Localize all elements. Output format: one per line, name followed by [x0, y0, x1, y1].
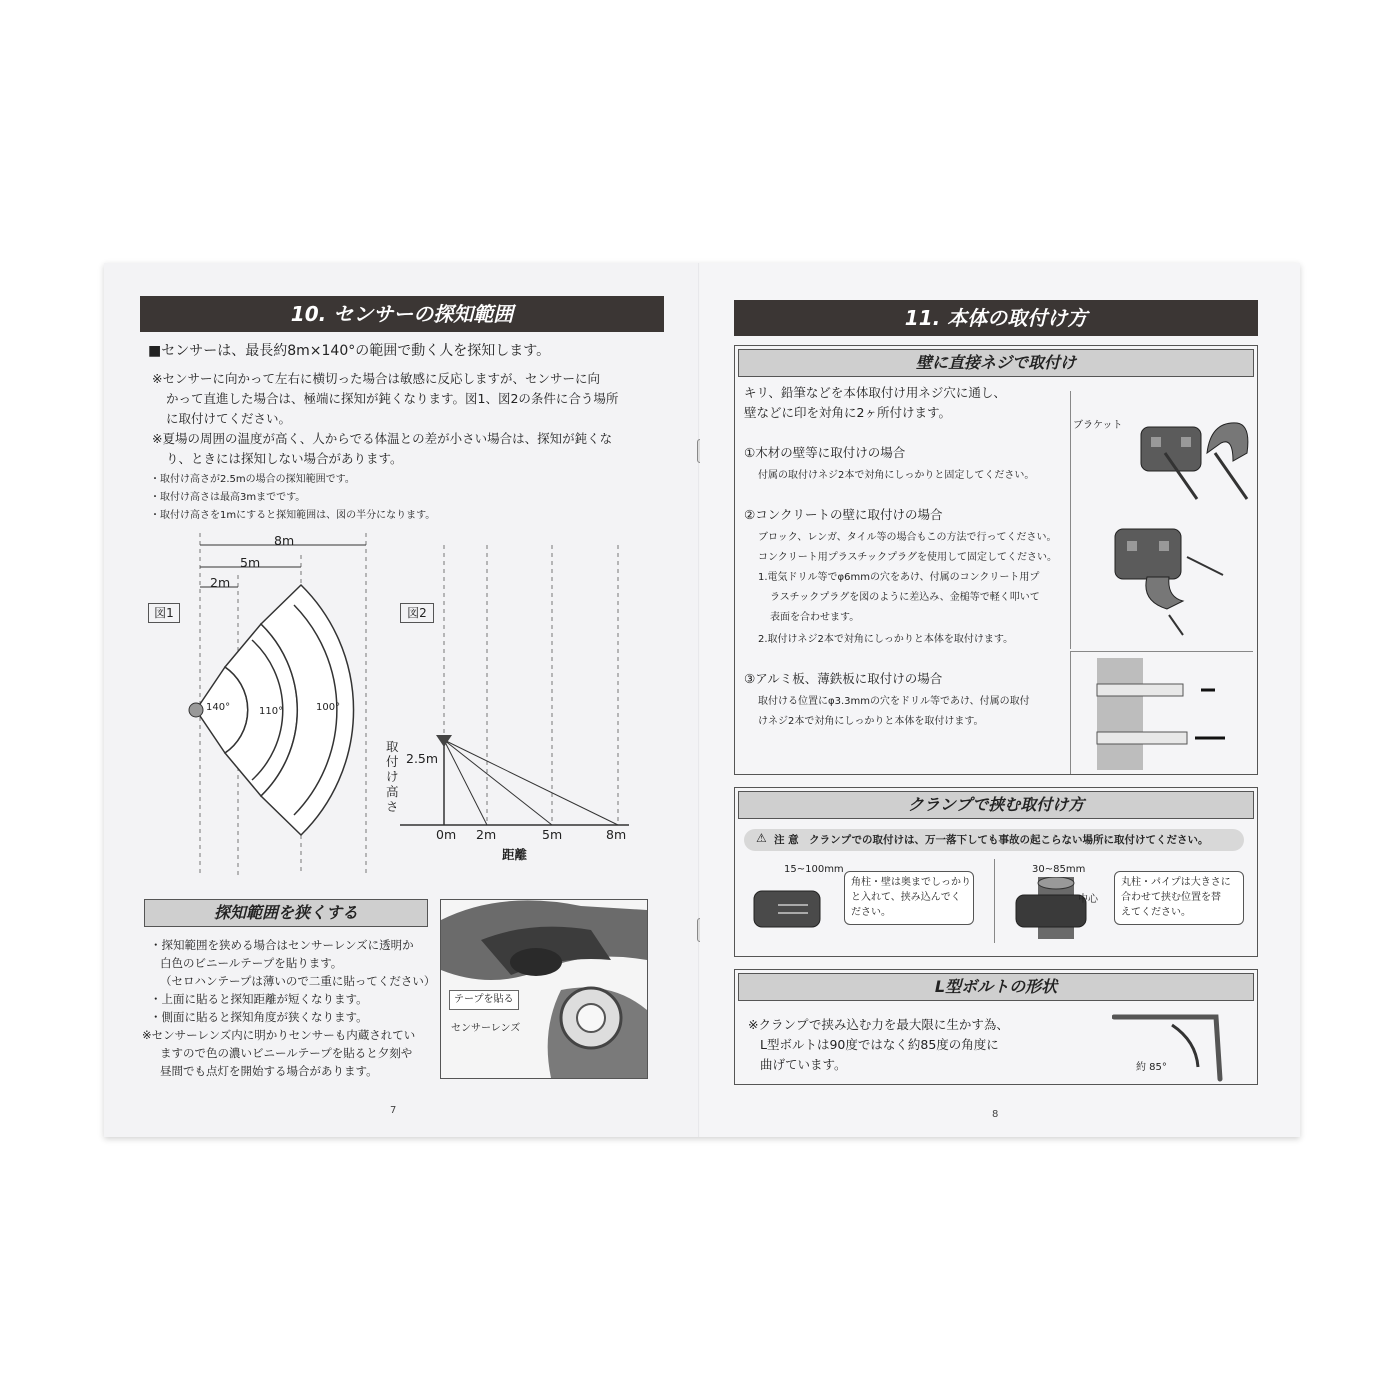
fig2-tick: 2m [476, 827, 497, 842]
fig1-label: 図1 [148, 603, 180, 623]
bullet-line: ・取付け高さが2.5mの場合の探知範囲です。 [150, 474, 355, 485]
section-11-header: 11. 本体の取付け方 [734, 300, 1258, 336]
bullet-line: ・取付け高さは最高3mまでです。 [150, 492, 306, 503]
case2-line: ラスチックプラグを図のように差込み、金槌等で軽く叩いて [770, 592, 1040, 603]
clamp-dim-right: 30~85mm [1032, 864, 1086, 875]
case2-line: ブロック、レンガ、タイル等の場合もこの方法で行ってください。 [758, 532, 1057, 543]
lbolt-icon [1112, 1011, 1232, 1085]
clamp-left-note [844, 871, 974, 925]
note-line: り、ときには探知しない場合があります。 [166, 451, 403, 466]
case3-line: 取付ける位置にφ3.3mmの穴をドリル等であけ、付属の取付 [758, 696, 1030, 707]
note-line: ※夏場の周囲の温度が高く、人からでる体温との差が小さい場合は、探知が鈍くな [152, 431, 613, 446]
case2-line: コンクリート用プラスチックプラグを使用して固定してください。 [758, 552, 1057, 563]
angle-label-110: 110° [259, 706, 284, 717]
narrow-range-title: 探知範囲を狭くする [144, 899, 428, 927]
fig2-xlabel: 距離 [502, 847, 528, 862]
bullet-line: ・取付け高さを1mにすると探知範囲は、図の半分になります。 [150, 510, 436, 521]
clamp-left-line: 角柱・壁は奥までしっかり [851, 877, 971, 888]
case1-text: 付属の取付けネジ2本で対角にしっかりと固定してください。 [758, 470, 1035, 481]
lbolt-line: L型ボルトは90度ではなく約85度の角度に [760, 1037, 999, 1052]
tape-illustration [441, 900, 647, 1078]
page-number: 7 [390, 1105, 397, 1116]
fig2-tick: 5m [542, 827, 563, 842]
sensor-range-lead: ■センサーは、最長約8m×140°の範囲で動く人を探知します。 [148, 343, 551, 359]
bracket-concrete-icon [1107, 517, 1237, 637]
lens-callout: センサーレンズ [451, 1023, 521, 1034]
fig2-label: 図2 [400, 603, 434, 623]
narrow-line: 白色のビニールテープを貼ります。 [160, 956, 343, 970]
clamp-right-line: 合わせて挟む位置を替 [1121, 892, 1221, 903]
fig2-tick: 0m [436, 827, 457, 842]
clamp-right-line: 丸柱・パイプは大きさに [1121, 877, 1231, 888]
page-number: 8 [992, 1109, 999, 1120]
bracket-illustration-area [1070, 391, 1253, 649]
clamp-square-post-icon [752, 883, 824, 935]
case2-line: 2.取付けネジ2本で対角にしっかりと本体を取付けます。 [758, 634, 1014, 645]
case2-line: 表面を合わせます。 [770, 612, 860, 623]
angle-label-100: 100° [316, 702, 341, 713]
bracket-label: ブラケット [1073, 420, 1123, 431]
wall-mount-title: 壁に直接ネジで取付け [738, 349, 1254, 377]
dim-label-5m: 5m [240, 555, 261, 570]
fig2-tick: 8m [606, 827, 627, 842]
case1-title: ①木材の壁等に取付けの場合 [744, 445, 906, 460]
bracket-wood-icon [1137, 413, 1251, 503]
note-line: ※センサーに向かって左右に横切った場合は敏感に反応しますが、センサーに向 [152, 371, 600, 386]
note-line: かって直進した場合は、極端に探知が鈍くなります。図1、図2の条件に合う場所 [166, 391, 619, 406]
clamp-dim-left: 15~100mm [784, 864, 844, 875]
case3-title: ③アルミ板、薄鉄板に取付けの場合 [744, 671, 943, 686]
narrow-line: ※センサーレンズ内に明かりセンサーも内蔵されてい [142, 1028, 416, 1042]
caution-text: 注 意 クランプでの取付けは、万一落下しても事故の起こらない場所に取付けてください。 [774, 834, 1209, 846]
angle-label-140: 140° [206, 702, 231, 713]
caution-bar [744, 829, 1244, 851]
clamp-right-line: えてください。 [1121, 907, 1191, 918]
clamp-left-line: ださい。 [851, 907, 891, 918]
fig2-sensor-icon [436, 735, 452, 747]
dim-label-8m: 8m [274, 533, 295, 548]
warning-icon: ⚠ [756, 831, 767, 845]
wall-intro: キリ、鉛筆などを本体取付け用ネジ穴に通し、 [744, 385, 1006, 400]
clamp-left-line: と入れて、挟み込んでく [851, 892, 961, 903]
case2-title: ②コンクリートの壁に取付けの場合 [744, 507, 943, 522]
narrow-line: ・上面に貼ると探知距離が短くなります。 [150, 992, 368, 1006]
note-line: に取付けてください。 [166, 411, 292, 426]
narrow-line: ・探知範囲を狭める場合はセンサーレンズに透明か [150, 938, 414, 952]
right-page [700, 263, 1300, 1137]
lbolt-title: L型ボルトの形状 [738, 973, 1254, 1001]
case2-line: 1.電気ドリル等でφ6mmの穴をあけ、付属のコンクリート用プ [758, 572, 1040, 583]
fig2-vertical-label: 取付け高さ [386, 739, 399, 814]
lbolt-line: ※クランプで挟み込む力を最大限に生かす為、 [748, 1017, 1009, 1032]
narrow-line: （セロハンテープは薄いので二重に貼ってください） [160, 974, 436, 988]
left-page [104, 263, 700, 1137]
case3-line: けネジ2本で対角にしっかりと本体を取付けます。 [758, 716, 984, 727]
tape-photo [440, 899, 648, 1079]
narrow-line: ・側面に貼ると探知角度が狭くなります。 [150, 1010, 368, 1024]
fig2-height-label: 2.5m [406, 751, 439, 766]
wall-plug-icon [1091, 658, 1241, 770]
dim-label-2m: 2m [210, 575, 231, 590]
clamp-title: クランプで挟む取付け方 [738, 791, 1254, 819]
lbolt-line: 曲げています。 [760, 1057, 847, 1072]
clamp-right-note [1114, 871, 1244, 925]
booklet [104, 263, 1300, 1137]
lbolt-angle-label: 約 85° [1136, 1062, 1167, 1073]
plug-illustration-area [1070, 651, 1253, 774]
wall-intro: 壁などに印を対角に2ヶ所付けます。 [744, 405, 951, 420]
narrow-line: 昼間でも点灯を開始する場合があります。 [160, 1064, 378, 1078]
section-10-header: 10. センサーの探知範囲 [140, 296, 664, 332]
sensor-dot [189, 703, 203, 717]
clamp-center-label: 中心 [1078, 894, 1098, 905]
narrow-line: ますので色の濃いビニールテープを貼ると夕刻や [160, 1046, 413, 1060]
tape-callout: テープを貼る [449, 990, 519, 1010]
